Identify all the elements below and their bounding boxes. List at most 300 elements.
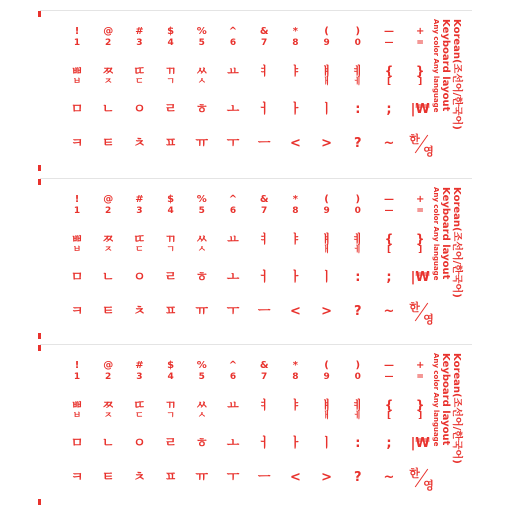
key-lower: ㅂ	[72, 245, 82, 255]
bottom-row	[50, 303, 450, 331]
key-symbol: +	[415, 194, 425, 205]
letter-key	[312, 233, 342, 255]
key-number: 7	[261, 372, 268, 382]
letter-key	[374, 303, 404, 318]
key-char: ㅋ	[70, 304, 84, 319]
key-symbol: &	[259, 26, 269, 37]
letter-key	[62, 469, 92, 484]
yeong-label: 영	[423, 313, 434, 326]
number-key	[249, 195, 279, 216]
key-upper: ㅑ	[289, 64, 302, 78]
letter-key	[249, 303, 279, 318]
key-symbol: $	[167, 26, 175, 37]
letter-key	[62, 65, 92, 87]
letter-key	[93, 101, 123, 116]
key-char: ;	[386, 270, 392, 285]
key-upper: ㅛ	[227, 398, 239, 412]
letter-key	[218, 233, 248, 246]
letter-key	[280, 233, 310, 246]
key-upper: ㅑ	[289, 398, 302, 412]
key-char: ㅡ	[257, 136, 271, 151]
key-char: ㅏ	[289, 270, 302, 285]
edge-mark	[38, 11, 41, 17]
letter-key	[62, 233, 92, 255]
key-char: ㅠ	[195, 304, 209, 319]
key-number: 0	[354, 38, 361, 48]
key-upper: {	[384, 232, 394, 246]
letter-key	[62, 303, 92, 318]
key-char: ㅗ	[226, 102, 240, 117]
number-key	[187, 195, 217, 216]
key-char: <	[289, 304, 301, 319]
key-char: <	[289, 136, 301, 151]
key-number: =	[416, 372, 424, 382]
key-upper: ㄸ	[133, 232, 146, 246]
key-lower: ㅈ	[103, 411, 113, 421]
number-key	[343, 27, 373, 48]
letter-key	[187, 65, 217, 87]
number-row	[50, 361, 450, 389]
key-char: ㅇ	[133, 436, 146, 451]
number-key	[218, 27, 248, 48]
key-char: ?	[354, 136, 362, 151]
number-key	[187, 27, 217, 48]
key-lower: ㅔ	[353, 245, 363, 255]
key-number: =	[416, 38, 424, 48]
letter-key	[312, 135, 342, 150]
number-key	[374, 195, 404, 216]
key-symbol: (	[324, 360, 329, 371]
key-char: ㅣ	[320, 436, 333, 451]
key-number: 0	[354, 372, 361, 382]
key-number: =	[416, 206, 424, 216]
number-key	[124, 361, 154, 382]
key-lower: ㄱ	[166, 245, 175, 255]
bottom-row	[50, 469, 450, 497]
letter-key	[218, 101, 248, 116]
key-lower: ㅐ	[322, 77, 331, 87]
letter-key	[62, 135, 92, 150]
key-upper: ㅒ	[320, 232, 333, 246]
key-symbol: @	[103, 360, 114, 371]
letter-key	[156, 469, 186, 484]
letter-key	[374, 65, 404, 87]
number-key	[374, 361, 404, 382]
key-number: 0	[354, 206, 361, 216]
key-number: 7	[261, 38, 268, 48]
key-number: 6	[229, 372, 237, 382]
key-char: >	[321, 136, 333, 151]
key-symbol: *	[292, 194, 298, 205]
number-key	[93, 27, 123, 48]
key-upper: ㅛ	[227, 232, 239, 246]
layout-label-text	[432, 353, 466, 495]
key-upper: ㅆ	[196, 398, 208, 412]
key-symbol: #	[135, 360, 144, 371]
letter-key	[156, 303, 186, 318]
label-tagline: Any color Any language	[432, 187, 440, 281]
key-upper: ㅖ	[352, 398, 364, 412]
letter-key	[374, 435, 404, 450]
edge-mark	[38, 345, 41, 351]
key-symbol: )	[355, 360, 361, 371]
key-char: ㅜ	[226, 304, 240, 319]
key-lower: ㅅ	[197, 245, 207, 255]
letter-key	[187, 135, 217, 150]
bottom-row	[50, 135, 450, 163]
key-number: 6	[229, 206, 237, 216]
layout-label	[430, 187, 466, 329]
letter-key	[249, 135, 279, 150]
key-symbol: @	[103, 194, 114, 205]
key-char: ㅌ	[101, 136, 115, 151]
key-number: 4	[167, 38, 174, 48]
home-row	[50, 269, 450, 297]
key-symbol: *	[292, 360, 298, 371]
letter-key	[343, 135, 373, 150]
key-char: ?	[354, 470, 362, 485]
key-char: ㅌ	[101, 470, 115, 485]
number-key	[343, 195, 373, 216]
key-upper: ㄲ	[164, 232, 177, 246]
key-upper: ㄸ	[133, 398, 146, 412]
key-char: ;	[386, 436, 392, 451]
key-lower: ㄷ	[135, 77, 144, 87]
consonant-row-top	[50, 65, 450, 93]
label-tagline: Any color Any language	[432, 353, 440, 447]
key-upper: ㅛ	[227, 64, 239, 78]
key-number: 5	[198, 372, 205, 382]
letter-key	[156, 269, 186, 284]
number-key	[218, 361, 248, 382]
number-key	[280, 27, 310, 48]
consonant-row-top	[50, 399, 450, 427]
key-upper: ㄲ	[164, 398, 177, 412]
key-char: ㅊ	[133, 136, 146, 151]
number-key	[93, 361, 123, 382]
key-number: 8	[292, 372, 299, 382]
letter-key	[187, 101, 217, 116]
yeong-label: 영	[423, 479, 434, 492]
number-row	[50, 195, 450, 223]
label-layout: Keyboard layout	[440, 353, 451, 446]
letter-key	[93, 65, 123, 87]
key-upper: ㅖ	[352, 64, 364, 78]
letter-key	[249, 65, 279, 78]
key-char: ㅁ	[70, 102, 84, 117]
key-lower: ㄷ	[135, 411, 144, 421]
key-char: ㅓ	[257, 102, 271, 117]
key-symbol: *	[292, 26, 298, 37]
number-key	[343, 361, 373, 382]
layout-label	[430, 19, 466, 161]
key-char: ;	[386, 102, 392, 117]
number-key	[280, 195, 310, 216]
han-label: 한	[409, 133, 420, 146]
key-number: 6	[229, 38, 237, 48]
key-char: ㅇ	[133, 270, 146, 285]
key-char: ㅌ	[101, 304, 115, 319]
letter-key	[343, 101, 373, 116]
number-key	[312, 27, 342, 48]
sticker-sheet	[40, 10, 472, 171]
consonant-row-top	[50, 233, 450, 261]
letter-key	[343, 303, 373, 318]
key-char: :	[355, 102, 361, 117]
letter-key	[343, 435, 373, 450]
letter-key	[187, 303, 217, 318]
key-lower: ]	[418, 411, 423, 421]
key-symbol: $	[167, 360, 175, 371]
key-upper: ㅖ	[352, 232, 364, 246]
key-symbol: )	[355, 194, 361, 205]
letter-key	[62, 435, 92, 450]
label-language: Korean(조선어/한국어)	[451, 187, 462, 298]
home-row	[50, 435, 450, 463]
key-symbol: —	[384, 194, 394, 205]
key-lower: ㅂ	[72, 77, 82, 87]
key-upper: ㅆ	[196, 232, 208, 246]
key-number: 1	[73, 38, 81, 48]
key-upper: ㅒ	[320, 398, 333, 412]
key-number: 8	[292, 38, 299, 48]
key-char: |₩	[410, 102, 430, 117]
letter-key	[124, 303, 154, 318]
key-char: ㅎ	[195, 436, 209, 451]
key-lower: ㅐ	[322, 411, 331, 421]
number-key	[124, 195, 154, 216]
letter-key	[249, 233, 279, 246]
yeong-label: 영	[423, 145, 434, 158]
edge-mark	[38, 165, 41, 171]
letter-key	[343, 269, 373, 284]
number-key	[62, 195, 92, 216]
key-char: :	[355, 436, 361, 451]
key-lower: [	[386, 245, 392, 255]
key-number: 5	[198, 38, 205, 48]
key-number: 2	[105, 372, 112, 382]
letter-key	[124, 233, 154, 255]
label-tagline: Any color Any language	[432, 19, 440, 113]
key-number: —	[384, 206, 394, 216]
letter-key	[249, 399, 279, 412]
letter-key	[62, 399, 92, 421]
letter-key	[280, 399, 310, 412]
key-symbol: +	[415, 26, 425, 37]
key-char: ?	[354, 304, 362, 319]
key-symbol: ^	[228, 194, 238, 205]
key-char: ㅁ	[70, 270, 84, 285]
key-number: 3	[136, 206, 143, 216]
number-key	[62, 27, 92, 48]
letter-key	[156, 233, 186, 255]
key-lower: ]	[418, 245, 423, 255]
key-upper: ㄲ	[164, 64, 177, 78]
key-lower: ㄷ	[135, 245, 144, 255]
letter-key	[93, 399, 123, 421]
key-char: ㅗ	[226, 436, 240, 451]
key-lower: ㅅ	[197, 77, 207, 87]
key-symbol: ^	[228, 360, 238, 371]
key-symbol: ^	[228, 26, 238, 37]
key-symbol: #	[135, 26, 144, 37]
key-lower: ㄱ	[166, 77, 175, 87]
key-char: >	[321, 470, 333, 485]
letter-key	[280, 435, 310, 450]
label-language: Korean(조선어/한국어)	[451, 19, 462, 130]
key-symbol: (	[324, 194, 329, 205]
number-key	[187, 361, 217, 382]
key-char: ㅋ	[70, 470, 84, 485]
sticker-sheet	[40, 344, 472, 505]
key-symbol: +	[415, 360, 425, 371]
key-upper: ㅕ	[258, 398, 270, 412]
key-char: ㅣ	[320, 102, 333, 117]
key-symbol: $	[167, 194, 175, 205]
key-char: ㄴ	[101, 102, 115, 117]
key-number: 9	[323, 206, 330, 216]
number-key	[312, 195, 342, 216]
key-number: 3	[136, 372, 143, 382]
han-label: 한	[409, 467, 420, 480]
letter-key	[249, 269, 279, 284]
label-layout: Keyboard layout	[440, 19, 451, 112]
letter-key	[280, 469, 310, 484]
letter-key	[218, 469, 248, 484]
letter-key	[156, 399, 186, 421]
letter-key	[249, 469, 279, 484]
layout-label	[430, 353, 466, 495]
key-lower: ㅈ	[103, 245, 113, 255]
key-symbol: #	[135, 194, 144, 205]
letter-key	[93, 135, 123, 150]
number-key	[124, 27, 154, 48]
key-char: ㄹ	[164, 102, 177, 117]
letter-key	[218, 303, 248, 318]
key-char: ㅊ	[133, 470, 146, 485]
key-upper: ㅃ	[71, 64, 83, 78]
key-char: ㅍ	[164, 304, 177, 319]
key-char: ~	[383, 304, 395, 319]
number-key	[156, 195, 186, 216]
key-symbol: @	[103, 26, 114, 37]
key-lower: ㅔ	[353, 77, 363, 87]
key-char: ㅏ	[289, 436, 302, 451]
letter-key	[343, 65, 373, 87]
letter-key	[280, 135, 310, 150]
key-char: ㅍ	[164, 470, 177, 485]
key-upper: {	[384, 398, 394, 412]
key-lower: [	[386, 77, 392, 87]
key-char: ㅓ	[257, 270, 271, 285]
key-char: >	[321, 304, 333, 319]
letter-key	[218, 65, 248, 78]
letter-key	[218, 435, 248, 450]
edge-mark	[38, 499, 41, 505]
letter-key	[156, 101, 186, 116]
key-char: ㄴ	[101, 436, 115, 451]
key-upper: ㅃ	[71, 232, 83, 246]
key-lower: ㄱ	[166, 411, 175, 421]
key-number: 4	[167, 206, 174, 216]
letter-key	[93, 269, 123, 284]
key-lower: ㅈ	[103, 77, 113, 87]
key-upper: ㅕ	[258, 64, 270, 78]
letter-key	[312, 435, 342, 450]
letter-key	[280, 101, 310, 116]
key-char: ㄴ	[101, 270, 115, 285]
key-lower: ㅂ	[72, 411, 82, 421]
letter-key	[124, 435, 154, 450]
key-char: ㅍ	[164, 136, 177, 151]
key-symbol: )	[355, 26, 361, 37]
key-char: ㅗ	[226, 270, 240, 285]
key-upper: ㅑ	[289, 232, 302, 246]
label-language: Korean(조선어/한국어)	[451, 353, 462, 464]
key-number: —	[384, 38, 394, 48]
key-number: 9	[323, 38, 330, 48]
key-upper: ㅒ	[320, 64, 333, 78]
key-number: 3	[136, 38, 143, 48]
key-char: ㄹ	[164, 270, 177, 285]
letter-key	[187, 469, 217, 484]
number-key	[218, 195, 248, 216]
key-char: ㅜ	[226, 136, 240, 151]
number-key	[374, 27, 404, 48]
key-number: 2	[105, 206, 112, 216]
key-char: ㅋ	[70, 136, 84, 151]
key-char: ㅠ	[195, 136, 209, 151]
letter-key	[124, 101, 154, 116]
letter-key	[156, 135, 186, 150]
number-key	[156, 361, 186, 382]
key-char: ㅠ	[195, 470, 209, 485]
key-symbol: %	[196, 26, 207, 37]
key-upper: }	[415, 398, 425, 412]
key-number: 7	[261, 206, 268, 216]
key-lower: [	[386, 411, 392, 421]
key-lower: ㅅ	[197, 411, 207, 421]
key-char: ㅡ	[257, 470, 271, 485]
key-symbol: &	[259, 360, 269, 371]
letter-key	[218, 399, 248, 412]
key-char: ㅎ	[195, 102, 209, 117]
number-key	[249, 361, 279, 382]
letter-key	[249, 101, 279, 116]
key-upper: ㅉ	[102, 64, 114, 78]
letter-key	[280, 269, 310, 284]
letter-key	[156, 65, 186, 87]
key-char: ㅓ	[257, 436, 271, 451]
key-symbol: —	[384, 360, 394, 371]
letter-key	[124, 65, 154, 87]
letter-key	[124, 399, 154, 421]
key-number: 2	[105, 38, 112, 48]
han-label: 한	[409, 301, 420, 314]
key-char: ㅜ	[226, 470, 240, 485]
layout-label-text	[432, 19, 466, 161]
home-row	[50, 101, 450, 129]
letter-key	[374, 135, 404, 150]
letter-key	[156, 435, 186, 450]
key-char: ㅎ	[195, 270, 209, 285]
label-layout: Keyboard layout	[440, 187, 451, 280]
letter-key	[62, 269, 92, 284]
key-upper: ㄸ	[133, 64, 146, 78]
key-upper: ㅕ	[258, 232, 270, 246]
letter-key	[312, 269, 342, 284]
key-symbol: !	[74, 360, 80, 371]
